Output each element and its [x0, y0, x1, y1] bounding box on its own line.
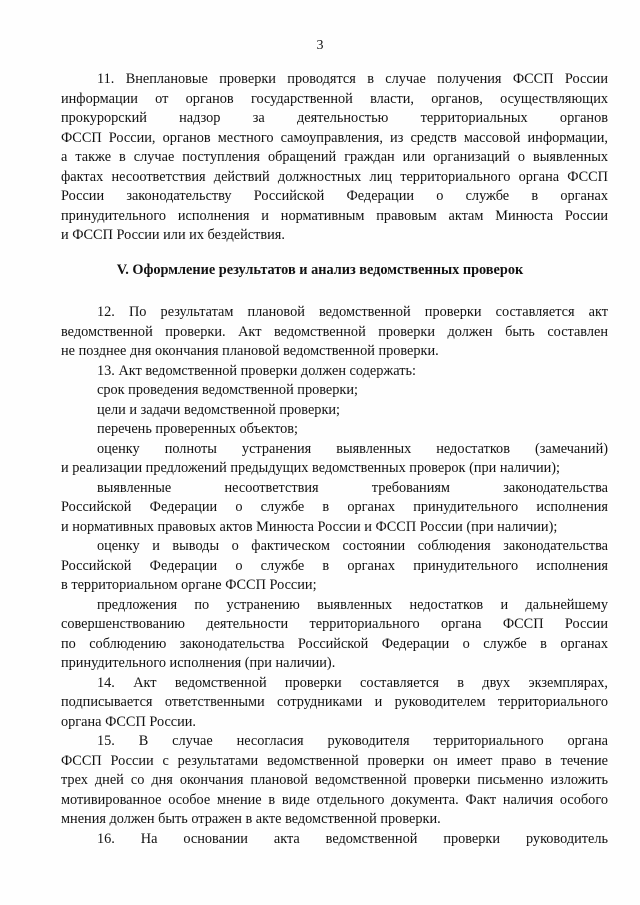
section-body [61, 303, 608, 849]
text-line: информации от органов государственной власти, органов, осуществляющих [61, 90, 608, 107]
text-line: не позднее дня окончания плановой ведомственной проверки. [61, 343, 439, 359]
list-item: оценку полноты устранения выявленных недостатков (замечаний) [97, 440, 608, 457]
text-line: совершенствованию деятельности территориального органа ФССП России [61, 616, 608, 632]
text-line: мотивированное особое мнение в виде отдельного документа. Факт наличия особого [61, 791, 608, 808]
text-line: ведомственной проверки. Акт ведомственной проверки должен быть составлен [61, 323, 608, 340]
text-line: трех дней со дня окончания плановой ведомственной проверки письменно изложить [61, 772, 608, 788]
text-line: а также в случае поступления обращений граждан или организаций о выявленных [61, 149, 608, 165]
list-item: оценку и выводы о фактическом состоянии соблюдения законодательства [97, 538, 608, 554]
paragraph-11 [61, 70, 608, 246]
text-line: подписывается ответственными сотрудниками и руководителем территориального [61, 694, 608, 710]
text-line: мнения должен быть отражен в акте ведомственной проверки. [61, 811, 441, 827]
scan-top-mark [130, 0, 360, 3]
section-heading: V. Оформление результатов и анализ ведомственных проверок [116, 262, 524, 278]
text-line: 14. Акт ведомственной проверки составляется в двух экземплярах, [97, 674, 608, 691]
list-intro: 13. Акт ведомственной проверки должен содержать: [97, 362, 417, 379]
text-line: принудительного исполнения и нормативным правовым актам Минюста России [61, 207, 608, 224]
text-line: прокурорский надзор за деятельностью территориальных органов [61, 110, 608, 126]
list-item: цели и задачи ведомственной проверки; [97, 401, 341, 418]
text-line: России законодательству Российской Федерации о службе в органах [61, 188, 608, 204]
text-line: и ФССП России или их бездействия. [61, 227, 285, 243]
text-line: 16. На основании акта ведомственной проверки руководитель [97, 830, 608, 847]
list-item: перечень проверенных объектов; [97, 421, 298, 437]
text-line: фактах несоответствия действий должностных лиц территориального органа ФССП [61, 168, 608, 185]
text-line: 11. Внеплановые проверки проводятся в случае получения ФССП России [97, 71, 608, 87]
list-item: выявленные несоответствия требованиям законодательства [97, 479, 608, 496]
text-line: по соблюдению законодательства Российской Федерации о службе в органах [61, 635, 608, 652]
text-line: и реализации предложений предыдущих ведомственных проверок (при наличии); [61, 460, 560, 476]
text-line: 12. По результатам плановой ведомственной проверки составляется акт [97, 304, 608, 320]
list-item: предложения по устранению выявленных недостатков и дальнейшему [97, 596, 608, 613]
text-line: принудительного исполнения (при наличии). [61, 655, 336, 671]
text-line: органа ФССП России. [61, 713, 197, 730]
text-line: Российской Федерации о службе в органах принудительного исполнения [61, 557, 608, 574]
list-item: срок проведения ведомственной проверки; [97, 382, 358, 398]
text-line: ФССП России, органов местного самоуправления, из средств массовой информации, [61, 129, 608, 146]
text-line: ФССП России с результатами ведомственной проверки он имеет право в течение [61, 752, 608, 769]
text-line: 15. В случае несогласия руководителя территориального органа [97, 733, 608, 749]
text-line: и нормативных правовых актов Минюста России и ФССП России (при наличии); [61, 518, 558, 535]
text-line: в территориальном органе ФССП России; [61, 577, 317, 593]
text-line: Российской Федерации о службе в органах принудительного исполнения [61, 499, 608, 515]
page-number: 3 [316, 38, 324, 53]
